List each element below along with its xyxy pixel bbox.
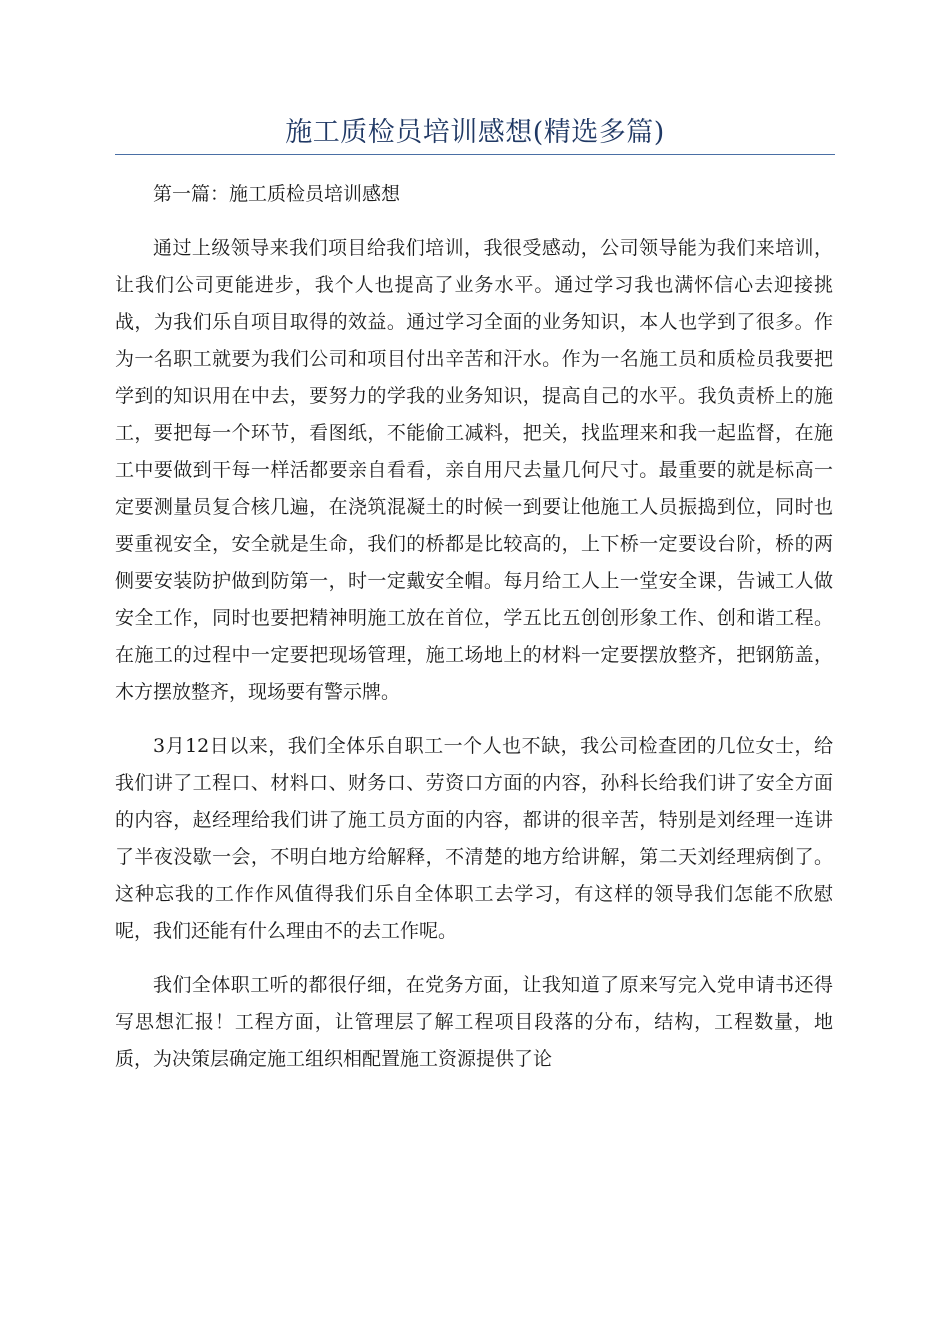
- section-heading: 第一篇：施工质检员培训感想: [153, 183, 401, 205]
- paragraph: 我们全体职工听的都很仔细，在党务方面，让我知道了原来写完入党申请书还得写思想汇报！工程方面，让管理层了解工程项目段落的分布，结构，工程数量，地质，为决策层确定施工组织相配置施工资源提供了论: [115, 974, 833, 1070]
- document-title: 施工质检员培训感想(精选多篇): [285, 117, 665, 148]
- paragraph: 3月12日以来，我们全体乐自职工一个人也不缺，我公司检查团的几位女士，给我们讲了工程口、材料口、财务口、劳资口方面的内容，孙科长给我们讲了安全方面的内容，赵经理给我们讲了施工员方面的内容，都讲的很辛苦，特别是刘经理一连讲了半夜没歇一会，不明白地方给解释，不清楚的地方给讲解，第二天刘经理病倒了。这种忘我的工作作风值得我们乐自全体职工去学习，有这样的领导我们怎能不欣慰呢，我们还能有什么理由不的去工作呢。: [115, 735, 833, 942]
- paragraph: 通过上级领导来我们项目给我们培训，我很受感动，公司领导能为我们来培训，让我们公司更能进步，我个人也提高了业务水平。通过学习我也满怀信心去迎接挑战，为我们乐自项目取得的效益。通过学习全面的业务知识，本人也学到了很多。作为一名职工就要为我们公司和项目付出辛苦和汗水。作为一名施工员和质检员我要把学到的知识用在中去，要努力的学我的业务知识，提高自己的水平。我负责桥上的施工，要把每一个环节，看图纸，不能偷工减料，把关，找监理来和我一起监督，在施工中要做到干每一样活都要亲自看看，亲自用尺去量几何尺寸。最重要的就是标高一定要测量员复合核几遍，在浇筑混凝土的时候一到要让他施工人员振捣到位，同时也要重视安全，安全就是生命，我们的桥都是比较高的，上下桥一定要设台阶，桥的两侧要安装防护做到防第一，时一定戴安全帽。每月给工人上一堂安全课，告诫工人做安全工作，同时也要把精神明施工放在首位，学五比五创创形象工作、创和谐工程。在施工的过程中一定要把现场管理，施工场地上的材料一定要摆放整齐，把钢筋盖，木方摆放整齐，现场要有警示牌。: [115, 237, 833, 703]
- document-body: [115, 176, 833, 1095]
- title-divider: [115, 154, 835, 155]
